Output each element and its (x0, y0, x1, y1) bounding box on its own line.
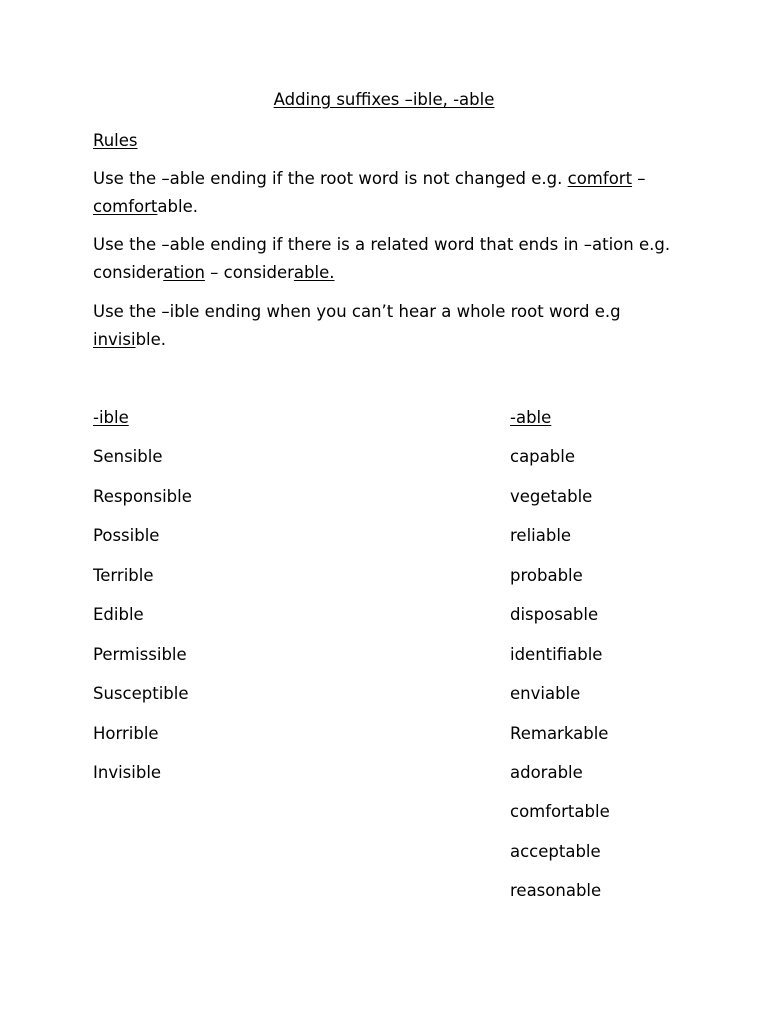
ible-word: Susceptible (93, 684, 189, 704)
ible-word: Horrible (93, 723, 159, 743)
ible-word: Sensible (93, 447, 163, 467)
able-word: capable (510, 447, 575, 467)
rule-text: – consider (204, 263, 294, 282)
ible-word: Responsible (93, 486, 192, 506)
rule-text: Use the –able ending if the root word is not changed e.g. (93, 169, 568, 188)
rule-underlined-ending: able. (293, 263, 335, 282)
rules-heading (93, 127, 673, 155)
rule-text: – (632, 169, 646, 188)
able-word: vegetable (510, 486, 593, 506)
able-word: acceptable (510, 841, 601, 861)
ible-word: Edible (93, 605, 144, 625)
able-word: reliable (510, 526, 572, 546)
rule-underlined-root: invisi (93, 330, 136, 349)
rule-underlined-root: comfort (93, 197, 158, 216)
rule-ation (93, 231, 673, 287)
able-word: disposable (510, 605, 599, 625)
able-column-heading (510, 405, 610, 444)
able-word: probable (510, 565, 583, 585)
ible-word-list (93, 405, 192, 799)
ible-word: Invisible (93, 762, 162, 782)
rule-text: ble. (135, 330, 167, 349)
rule-invisible (93, 298, 673, 354)
able-word: reasonable (510, 881, 602, 901)
ible-column-heading (93, 405, 192, 444)
ible-word: Possible (93, 526, 160, 546)
able-word: adorable (510, 762, 583, 782)
rule-underlined-ending: ation (163, 263, 205, 282)
able-word: Remarkable (510, 723, 609, 743)
rule-text: Use the –able ending if there is a related word that ends in –ation e.g. consider (93, 235, 671, 282)
rule-underlined-word: comfort (567, 169, 633, 188)
able-word: comfortable (510, 802, 610, 822)
ible-word: Terrible (93, 565, 154, 585)
ible-word: Permissible (93, 644, 187, 664)
able-word: identifiable (510, 644, 603, 664)
able-word: enviable (510, 684, 581, 704)
rule-text: Use the –ible ending when you can’t hear a whole root word e.g (93, 302, 621, 321)
able-word-list (510, 405, 610, 918)
able-heading-text: -able (510, 408, 552, 427)
page-title: Adding suffixes –ible, -able (273, 90, 495, 109)
rules-heading-text: Rules (93, 131, 138, 150)
ible-heading-text: -ible (93, 408, 129, 427)
rule-comfort (93, 165, 673, 221)
rule-text: able. (157, 197, 198, 216)
